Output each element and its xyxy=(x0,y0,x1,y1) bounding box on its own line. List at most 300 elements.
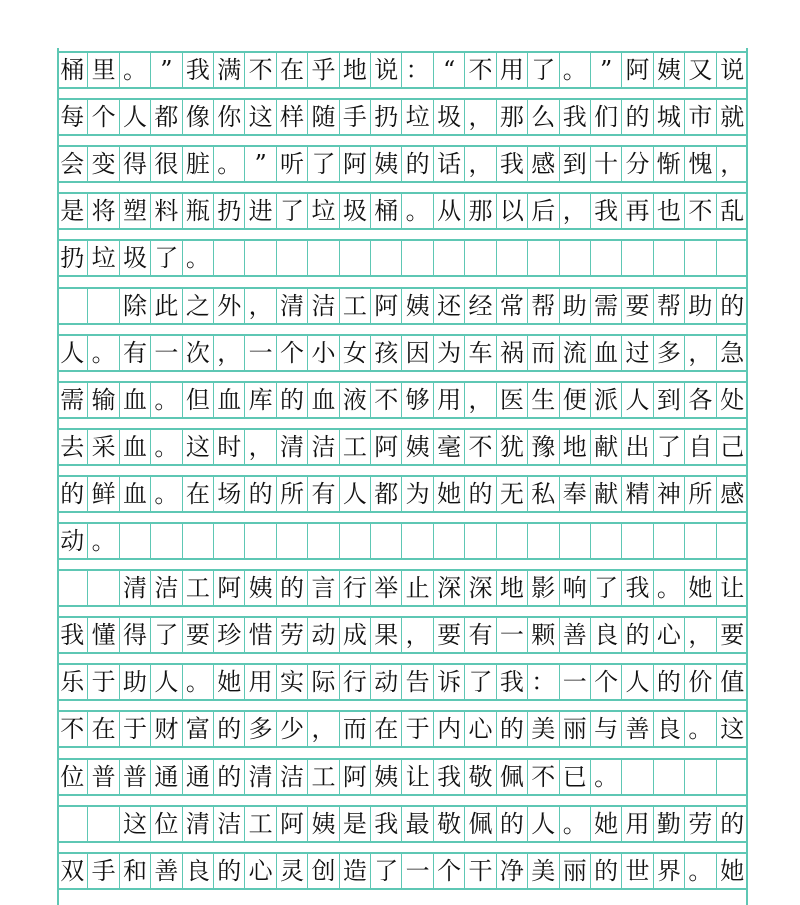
grid-cell: 心 xyxy=(465,712,496,746)
grid-cell: 地 xyxy=(560,430,591,464)
grid-cell: 里 xyxy=(88,53,119,87)
grid-cell xyxy=(277,524,308,558)
grid-row xyxy=(57,663,748,701)
grid-cell: 变 xyxy=(88,147,119,181)
grid-cell xyxy=(57,571,88,605)
grid-cell: ” xyxy=(151,53,182,87)
grid-cell: 洁 xyxy=(308,289,339,323)
grid-cell: 深 xyxy=(434,571,465,605)
grid-cell: 市 xyxy=(685,100,716,134)
grid-cell: 姨 xyxy=(245,571,276,605)
grid-cell: 清 xyxy=(277,289,308,323)
grid-cell: 帮 xyxy=(528,289,559,323)
grid-cell: 。 xyxy=(183,241,214,275)
grid-cell: 有 xyxy=(465,618,496,652)
grid-cell xyxy=(214,241,245,275)
grid-cell xyxy=(120,524,151,558)
grid-cell: 的 xyxy=(622,618,653,652)
grid-cell: 清 xyxy=(245,760,276,794)
grid-cell: 圾 xyxy=(434,100,465,134)
grid-cell: 派 xyxy=(591,383,622,417)
grid-cell: 出 xyxy=(622,430,653,464)
grid-cell xyxy=(622,241,653,275)
grid-cell: 姨 xyxy=(402,430,433,464)
grid-cell: 我 xyxy=(497,665,528,699)
grid-row xyxy=(57,805,748,843)
grid-cell: 垃 xyxy=(308,194,339,228)
grid-cell: 诉 xyxy=(434,665,465,699)
grid-cell: 生 xyxy=(528,383,559,417)
grid-cell xyxy=(465,241,496,275)
grid-cell: 扔 xyxy=(214,194,245,228)
grid-cell: 血 xyxy=(120,477,151,511)
grid-cell: 她 xyxy=(434,477,465,511)
grid-cell: 得 xyxy=(120,618,151,652)
grid-cell: 不 xyxy=(371,383,402,417)
grid-cell: 听 xyxy=(277,147,308,181)
grid-cell: 各 xyxy=(685,383,716,417)
grid-cell: 助 xyxy=(685,289,716,323)
grid-cell: 都 xyxy=(151,100,182,134)
grid-cell: 后 xyxy=(528,194,559,228)
grid-cell: ， xyxy=(214,336,245,370)
grid-cell: 我 xyxy=(57,618,88,652)
grid-cell: 了 xyxy=(528,53,559,87)
grid-cell: 。 xyxy=(183,665,214,699)
grid-cell: 要 xyxy=(720,621,745,650)
grid-cell: 桶 xyxy=(57,53,88,87)
grid-cell: 的 xyxy=(214,854,245,888)
grid-cell: 在 xyxy=(371,712,402,746)
grid-cell: 血 xyxy=(308,383,339,417)
grid-cell: 让 xyxy=(720,574,745,603)
grid-cell: 阿 xyxy=(371,289,402,323)
grid-cell: 女 xyxy=(340,336,371,370)
grid-cell: 善 xyxy=(622,712,653,746)
grid-cell: 少 xyxy=(277,712,308,746)
grid-cell xyxy=(88,289,119,323)
grid-cell: 料 xyxy=(151,194,182,228)
grid-cell: 灵 xyxy=(277,854,308,888)
grid-cell: 了 xyxy=(465,665,496,699)
grid-cell: 得 xyxy=(120,147,151,181)
grid-cell: 们 xyxy=(591,100,622,134)
grid-cell: ， xyxy=(308,712,339,746)
grid-cell: ， xyxy=(720,150,745,179)
grid-cell: 扔 xyxy=(371,100,402,134)
grid-cell: 动 xyxy=(371,665,402,699)
grid-cell: 。 xyxy=(88,524,119,558)
grid-cell: 人 xyxy=(120,100,151,134)
grid-cell: 之 xyxy=(183,289,214,323)
grid-row xyxy=(57,287,748,325)
grid-cell: 良 xyxy=(183,854,214,888)
grid-cell xyxy=(402,241,433,275)
grid-row xyxy=(57,475,748,513)
grid-cell: 的 xyxy=(277,383,308,417)
grid-cell: 善 xyxy=(151,854,182,888)
grid-cell: 举 xyxy=(371,571,402,605)
grid-cell: 在 xyxy=(88,712,119,746)
grid-cell: 血 xyxy=(120,383,151,417)
grid-cell xyxy=(528,241,559,275)
grid-cell: 献 xyxy=(591,430,622,464)
grid-cell xyxy=(277,241,308,275)
grid-cell: 工 xyxy=(245,807,276,841)
grid-cell: 流 xyxy=(560,336,591,370)
grid-cell: 干 xyxy=(465,854,496,888)
grid-cell: 豫 xyxy=(528,430,559,464)
grid-cell: 于 xyxy=(88,665,119,699)
grid-cell: 的 xyxy=(622,100,653,134)
grid-cell: 所 xyxy=(685,477,716,511)
grid-cell: 桶 xyxy=(371,194,402,228)
grid-cell: 的 xyxy=(720,291,745,320)
grid-cell: 清 xyxy=(183,807,214,841)
grid-cell: 塑 xyxy=(120,194,151,228)
grid-cell: 再 xyxy=(622,194,653,228)
grid-cell: 果 xyxy=(371,618,402,652)
grid-cell: 洁 xyxy=(151,571,182,605)
grid-cell xyxy=(622,760,653,794)
grid-cell: ： xyxy=(528,665,559,699)
grid-cell: 库 xyxy=(245,383,276,417)
grid-cell: 了 xyxy=(308,147,339,181)
grid-cell: 那 xyxy=(497,100,528,134)
grid-cell: 而 xyxy=(528,336,559,370)
grid-cell: 我 xyxy=(560,100,591,134)
grid-cell: 随 xyxy=(308,100,339,134)
grid-row xyxy=(57,51,748,89)
grid-cell: 乱 xyxy=(720,197,745,226)
grid-cell: 多 xyxy=(654,336,685,370)
grid-cell: 她 xyxy=(685,571,716,605)
grid-cell xyxy=(183,524,214,558)
grid-cell: 普 xyxy=(120,760,151,794)
grid-cell: 不 xyxy=(57,712,88,746)
grid-cell: 姨 xyxy=(371,760,402,794)
grid-cell: 扔 xyxy=(57,241,88,275)
grid-cell: 。 xyxy=(685,854,716,888)
grid-cell: 会 xyxy=(57,147,88,181)
grid-cell: 到 xyxy=(560,147,591,181)
grid-cell: 位 xyxy=(57,760,88,794)
grid-cell xyxy=(528,524,559,558)
grid-cell: 敬 xyxy=(465,760,496,794)
grid-cell: 与 xyxy=(591,712,622,746)
grid-cell: ， xyxy=(465,147,496,181)
grid-cell: 我 xyxy=(434,760,465,794)
grid-cell: 满 xyxy=(214,53,245,87)
grid-cell: 一 xyxy=(245,336,276,370)
grid-cell xyxy=(591,524,622,558)
grid-cell: 无 xyxy=(497,477,528,511)
grid-cell: 样 xyxy=(277,100,308,134)
grid-cell: 鲜 xyxy=(88,477,119,511)
grid-cell: 私 xyxy=(528,477,559,511)
grid-cell: 止 xyxy=(402,571,433,605)
grid-cell xyxy=(371,241,402,275)
grid-cell: 的 xyxy=(497,712,528,746)
grid-cell: 劳 xyxy=(277,618,308,652)
grid-cell: 血 xyxy=(591,336,622,370)
grid-cell: 的 xyxy=(214,712,245,746)
grid-cell: 良 xyxy=(654,712,685,746)
grid-cell xyxy=(685,760,716,794)
grid-cell: 净 xyxy=(497,854,528,888)
grid-cell: 工 xyxy=(183,571,214,605)
grid-cell: 了 xyxy=(277,194,308,228)
grid-cell: 。 xyxy=(151,430,182,464)
grid-cell: 财 xyxy=(151,712,182,746)
grid-cell xyxy=(214,524,245,558)
grid-cell: ， xyxy=(465,383,496,417)
grid-cell: 帮 xyxy=(654,289,685,323)
grid-cell: ， xyxy=(465,100,496,134)
grid-cell: 脏 xyxy=(183,147,214,181)
grid-cell: 圾 xyxy=(340,194,371,228)
grid-cell: 惜 xyxy=(245,618,276,652)
grid-cell: 小 xyxy=(308,336,339,370)
grid-cell: 要 xyxy=(434,618,465,652)
grid-cell: 话 xyxy=(434,147,465,181)
grid-cell: 了 xyxy=(371,854,402,888)
grid-cell: 奉 xyxy=(560,477,591,511)
grid-cell: 常 xyxy=(497,289,528,323)
grid-cell: 不 xyxy=(245,53,276,87)
grid-cell: 的 xyxy=(720,809,745,838)
grid-cell: 。 xyxy=(88,336,119,370)
grid-cell: 行 xyxy=(340,571,371,605)
grid-cell: 都 xyxy=(371,477,402,511)
grid-cell: 十 xyxy=(591,147,622,181)
grid-row xyxy=(57,852,748,890)
grid-cell: 我 xyxy=(183,53,214,87)
grid-cell: 人 xyxy=(622,665,653,699)
grid-cell: 阿 xyxy=(277,807,308,841)
grid-cell: 够 xyxy=(402,383,433,417)
grid-cell: 佩 xyxy=(465,807,496,841)
grid-cell: 不 xyxy=(465,430,496,464)
grid-cell: 人 xyxy=(151,665,182,699)
grid-cell: 通 xyxy=(183,760,214,794)
grid-cell xyxy=(151,524,182,558)
grid-cell xyxy=(245,524,276,558)
grid-cell xyxy=(340,241,371,275)
grid-cell xyxy=(371,524,402,558)
grid-row xyxy=(57,145,748,183)
grid-cell: 去 xyxy=(57,430,88,464)
grid-cell: 心 xyxy=(245,854,276,888)
grid-row xyxy=(57,428,748,466)
grid-cell xyxy=(308,524,339,558)
grid-cell: 人 xyxy=(528,807,559,841)
grid-cell: 洁 xyxy=(214,807,245,841)
grid-cell: ， xyxy=(245,289,276,323)
grid-cell: 。 xyxy=(214,147,245,181)
grid-cell: ， xyxy=(560,194,591,228)
grid-cell: 进 xyxy=(245,194,276,228)
grid-cell: 个 xyxy=(88,100,119,134)
grid-cell: 言 xyxy=(308,571,339,605)
grid-cell xyxy=(434,524,465,558)
grid-cell: 用 xyxy=(622,807,653,841)
grid-cell: 姨 xyxy=(371,147,402,181)
grid-cell: 佩 xyxy=(497,760,528,794)
grid-cell: 也 xyxy=(654,194,685,228)
grid-cell: 那 xyxy=(465,194,496,228)
grid-cell: 精 xyxy=(622,477,653,511)
grid-cell: 她 xyxy=(214,665,245,699)
grid-cell: 一 xyxy=(402,854,433,888)
grid-cell: 让 xyxy=(402,760,433,794)
grid-cell xyxy=(654,241,685,275)
grid-cell: 像 xyxy=(183,100,214,134)
grid-cell: 美 xyxy=(528,854,559,888)
grid-cell: 一 xyxy=(151,336,182,370)
grid-cell: 瓶 xyxy=(183,194,214,228)
grid-cell: 造 xyxy=(340,854,371,888)
grid-cell: 垃 xyxy=(402,100,433,134)
grid-cell: 颗 xyxy=(528,618,559,652)
grid-cell xyxy=(57,289,88,323)
grid-cell: 不 xyxy=(685,194,716,228)
grid-cell: 因 xyxy=(402,336,433,370)
grid-cell: 分 xyxy=(622,147,653,181)
grid-row xyxy=(57,192,748,230)
grid-cell: 人 xyxy=(57,336,88,370)
grid-cell: 的 xyxy=(245,477,276,511)
grid-cell: 毫 xyxy=(434,430,465,464)
grid-cell: 富 xyxy=(183,712,214,746)
grid-cell: 祸 xyxy=(497,336,528,370)
grid-cell: 垃 xyxy=(88,241,119,275)
grid-cell: 献 xyxy=(591,477,622,511)
grid-cell: 成 xyxy=(340,618,371,652)
grid-cell: 已 xyxy=(560,760,591,794)
grid-cell: 在 xyxy=(183,477,214,511)
grid-cell: 双 xyxy=(57,854,88,888)
grid-cell: 响 xyxy=(560,571,591,605)
grid-cell: 的 xyxy=(591,854,622,888)
grid-cell: 的 xyxy=(465,477,496,511)
grid-cell: 姨 xyxy=(402,289,433,323)
grid-cell: 为 xyxy=(434,336,465,370)
grid-cell: 输 xyxy=(88,383,119,417)
grid-cell: 通 xyxy=(151,760,182,794)
grid-cell: 个 xyxy=(434,854,465,888)
grid-cell: 次 xyxy=(183,336,214,370)
grid-cell xyxy=(560,524,591,558)
grid-cell: 。 xyxy=(685,712,716,746)
grid-cell: 工 xyxy=(340,289,371,323)
grid-cell: 感 xyxy=(720,479,745,508)
grid-cell: 珍 xyxy=(214,618,245,652)
grid-cell: 要 xyxy=(622,289,653,323)
grid-cell: 的 xyxy=(214,760,245,794)
grid-row xyxy=(57,98,748,136)
grid-cell: 到 xyxy=(654,383,685,417)
grid-cell: ” xyxy=(245,147,276,181)
grid-cell: 工 xyxy=(308,760,339,794)
grid-cell: 姨 xyxy=(308,807,339,841)
grid-cell xyxy=(497,241,528,275)
grid-cell: 个 xyxy=(277,336,308,370)
grid-cell: ， xyxy=(245,430,276,464)
grid-cell: 每 xyxy=(57,100,88,134)
grid-row xyxy=(57,522,748,560)
grid-cell: 人 xyxy=(340,477,371,511)
grid-cell: 就 xyxy=(720,103,745,132)
grid-cell: 于 xyxy=(120,712,151,746)
grid-cell: 将 xyxy=(88,194,119,228)
grid-cell xyxy=(717,760,748,794)
grid-cell: 阿 xyxy=(340,147,371,181)
grid-cell: 乐 xyxy=(57,665,88,699)
grid-cell: 这 xyxy=(245,100,276,134)
grid-cell: 人 xyxy=(622,383,653,417)
grid-cell: 位 xyxy=(151,807,182,841)
grid-cell: 地 xyxy=(497,571,528,605)
grid-cell: 有 xyxy=(308,477,339,511)
grid-cell: 乎 xyxy=(308,53,339,87)
grid-cell: 的 xyxy=(402,147,433,181)
grid-cell: 一 xyxy=(560,665,591,699)
grid-cell: 。 xyxy=(654,571,685,605)
grid-cell: 除 xyxy=(120,289,151,323)
grid-cell: 不 xyxy=(528,760,559,794)
grid-cell: 心 xyxy=(654,618,685,652)
grid-cell: “ xyxy=(434,53,465,87)
grid-cell: 多 xyxy=(245,712,276,746)
grid-cell: 一 xyxy=(497,618,528,652)
grid-cell: 需 xyxy=(591,289,622,323)
grid-cell: 这 xyxy=(120,807,151,841)
grid-cell: ， xyxy=(685,336,716,370)
grid-cell: 地 xyxy=(340,53,371,87)
grid-cell: 懂 xyxy=(88,618,119,652)
grid-cell: 清 xyxy=(277,430,308,464)
grid-cell: 助 xyxy=(120,665,151,699)
grid-cell: 自 xyxy=(685,430,716,464)
grid-cell: 。 xyxy=(560,807,591,841)
grid-cell: 于 xyxy=(402,712,433,746)
grid-cell: 说 xyxy=(720,56,745,84)
grid-cell: 行 xyxy=(340,665,371,699)
grid-cell: 阿 xyxy=(340,760,371,794)
grid-cell xyxy=(685,241,716,275)
grid-cell: 我 xyxy=(591,194,622,228)
grid-cell: 的 xyxy=(654,665,685,699)
grid-cell: 敬 xyxy=(434,807,465,841)
grid-cell: 从 xyxy=(434,194,465,228)
grid-cell: 的 xyxy=(277,571,308,605)
grid-cell: 我 xyxy=(622,571,653,605)
grid-cell: 你 xyxy=(214,100,245,134)
grid-cell: 。 xyxy=(591,760,622,794)
grid-cell xyxy=(245,241,276,275)
grid-cell: 创 xyxy=(308,854,339,888)
grid-cell: 不 xyxy=(465,53,496,87)
grid-cell: 普 xyxy=(88,760,119,794)
grid-cell: 际 xyxy=(308,665,339,699)
grid-cell: 时 xyxy=(214,430,245,464)
grid-cell: 很 xyxy=(151,147,182,181)
grid-cell: 么 xyxy=(528,100,559,134)
grid-cell: 这 xyxy=(720,715,745,744)
grid-cell: 用 xyxy=(434,383,465,417)
grid-row xyxy=(57,710,748,748)
